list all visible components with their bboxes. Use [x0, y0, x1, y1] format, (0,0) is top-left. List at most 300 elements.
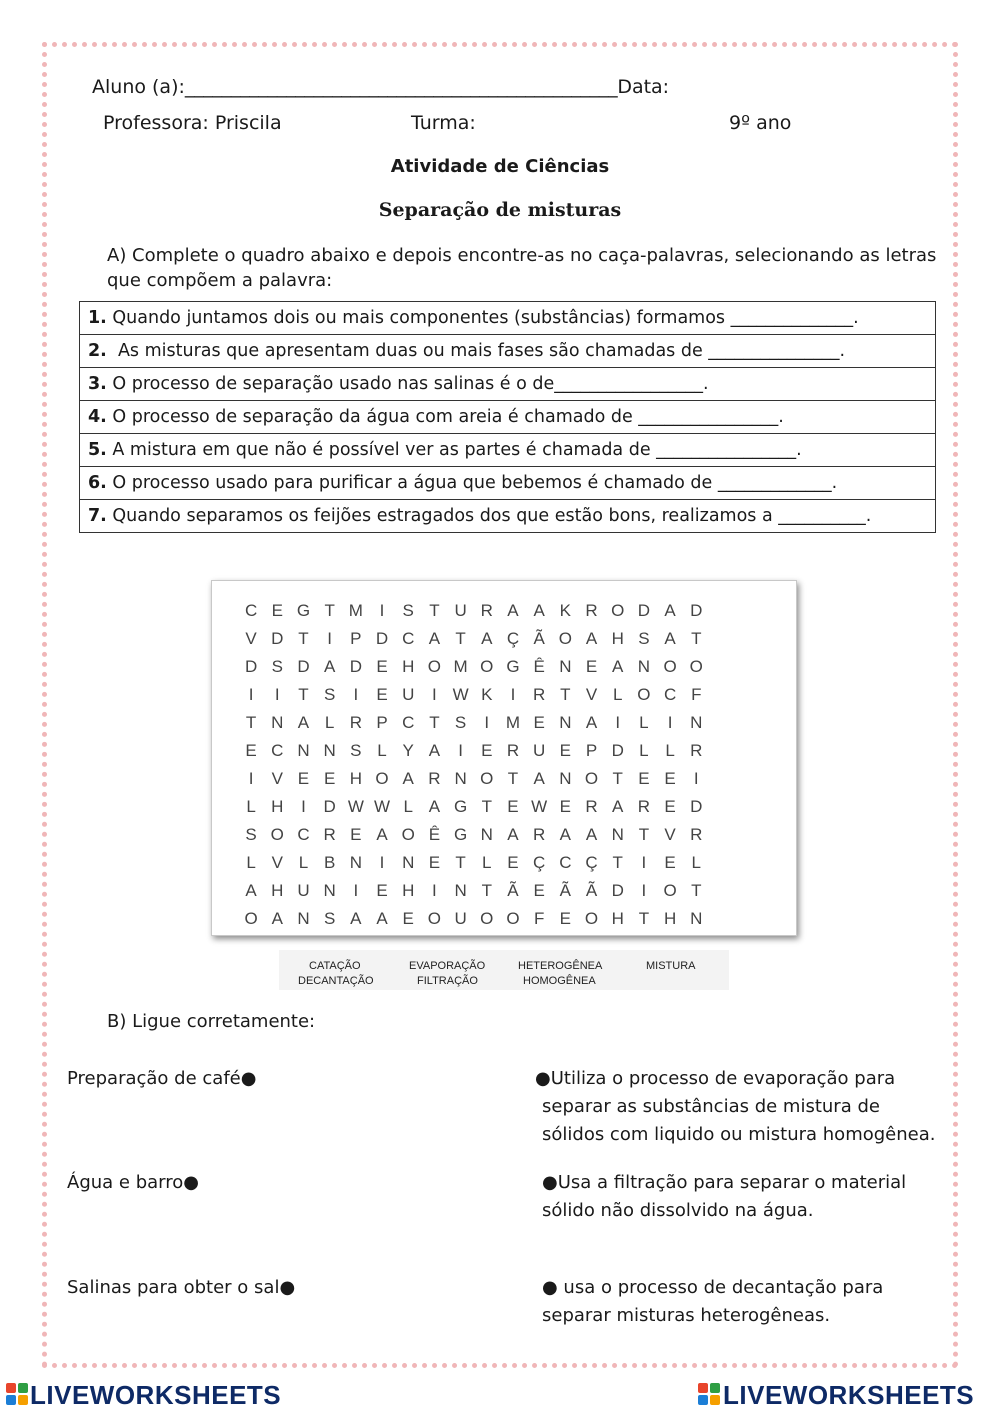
grid-row [238, 737, 709, 765]
grid-letter[interactable]: T [638, 825, 650, 844]
grid-letter[interactable]: H [402, 657, 415, 676]
grid-letter[interactable]: A [585, 713, 598, 732]
grid-letter[interactable]: O [584, 909, 599, 928]
grid-letter[interactable]: E [402, 909, 414, 928]
grid-letter[interactable]: V [245, 629, 257, 648]
question-text: O processo usado para purificar a água que bebemos é chamado de _____________. [106, 473, 838, 493]
word-list-item: FILTRAÇÃO [417, 975, 478, 987]
match-right-3-line1: ● usa o processo de decantação para [542, 1277, 884, 1298]
word-list-item: CATAÇÃO [309, 960, 361, 972]
grid-letter[interactable]: N [454, 769, 467, 788]
grid-letter[interactable]: F [533, 909, 545, 928]
grid-letter[interactable]: U [454, 601, 467, 620]
grid-letter[interactable]: A [481, 629, 493, 648]
grid-letter[interactable]: N [480, 825, 493, 844]
match-right-3-line2: separar misturas heterogêneas. [542, 1305, 831, 1326]
grid-letter[interactable]: H [271, 797, 284, 816]
grid-letter[interactable]: I [379, 601, 385, 620]
grid-letter[interactable]: U [402, 685, 415, 704]
grid-letter[interactable]: T [507, 769, 519, 788]
grid-letter[interactable]: T [298, 629, 309, 648]
grid-letter[interactable]: R [428, 769, 441, 788]
grid-letter[interactable]: R [690, 741, 703, 760]
grid-letter[interactable]: T [638, 909, 650, 928]
grid-letter[interactable]: G [453, 825, 468, 844]
grid-letter[interactable]: Ã [559, 881, 572, 900]
grid-letter[interactable]: N [323, 741, 336, 760]
grid-letter[interactable]: O [375, 769, 389, 788]
question-text: O processo de separação da água com areia é chamado de ________________. [106, 407, 784, 427]
grid-letter[interactable]: L [639, 713, 649, 732]
grid-letter[interactable]: N [297, 741, 310, 760]
match-right-2-line1: ●Usa a filtração para separar o material [542, 1172, 907, 1193]
grid-letter[interactable]: Y [402, 741, 414, 760]
grid-letter[interactable]: D [690, 797, 703, 816]
grid-letter[interactable]: L [403, 797, 413, 816]
grid-letter[interactable]: O [611, 601, 625, 620]
match-right-3[interactable] [542, 1274, 883, 1330]
question-number: 3. [88, 374, 107, 394]
grid-letter[interactable]: S [402, 601, 414, 620]
question-cell[interactable] [80, 368, 936, 401]
grid-letter[interactable]: B [323, 853, 336, 872]
grid-letter[interactable]: E [664, 853, 676, 872]
grid-letter[interactable]: D [349, 657, 362, 676]
grid-letter[interactable]: U [454, 909, 467, 928]
grid-letter[interactable]: N [559, 769, 572, 788]
questions-table [79, 301, 936, 533]
grid-letter[interactable]: A [376, 909, 388, 928]
grid-letter[interactable]: S [323, 685, 336, 704]
grid-letter[interactable]: E [559, 741, 572, 760]
grid-letter[interactable]: D [244, 657, 258, 676]
grid-letter[interactable]: H [271, 881, 284, 900]
grid-letter[interactable]: R [323, 825, 336, 844]
grid-letter[interactable]: A [533, 601, 545, 620]
question-row [80, 401, 936, 434]
aluno-field [92, 76, 669, 98]
question-row [80, 302, 936, 335]
grid-letter[interactable]: O [270, 825, 284, 844]
grid-letter[interactable]: D [271, 629, 284, 648]
grid-letter[interactable]: T [455, 629, 466, 648]
grid-letter[interactable]: N [559, 713, 572, 732]
grid-letter[interactable]: D [297, 657, 310, 676]
grid-letter[interactable]: E [507, 797, 519, 816]
grid-letter[interactable]: E [428, 853, 441, 872]
grid-letter[interactable]: M [348, 601, 363, 620]
grid-letter[interactable]: C [244, 601, 258, 620]
grid-letter[interactable]: O [558, 629, 572, 648]
grid-letter[interactable]: N [271, 713, 284, 732]
grid-letter[interactable]: R [690, 825, 703, 844]
question-number: 1. [88, 308, 107, 328]
grid-letter[interactable]: D [690, 601, 703, 620]
grid-letter[interactable]: E [533, 881, 545, 900]
word-list-item: MISTURA [646, 960, 696, 972]
grid-letter[interactable]: L [665, 741, 675, 760]
grid-letter[interactable]: R [506, 741, 520, 760]
grid-letter[interactable]: O [637, 685, 651, 704]
grid-letter[interactable]: O [663, 657, 677, 676]
footer-brand-left[interactable]: LIVEWORKSHEETS [30, 1380, 282, 1410]
question-cell[interactable] [80, 434, 936, 467]
grid-letter[interactable]: N [690, 909, 703, 928]
grid-letter[interactable]: N [323, 881, 336, 900]
grid-letter[interactable]: S [454, 713, 467, 732]
grid-letter[interactable]: T [481, 881, 492, 900]
grid-letter[interactable]: T [298, 685, 309, 704]
question-cell[interactable] [80, 401, 936, 434]
grid-letter[interactable]: Ç [533, 853, 546, 872]
grid-letter[interactable]: E [376, 657, 388, 676]
grid-letter[interactable]: M [505, 713, 521, 732]
grid-letter[interactable]: G [453, 797, 468, 816]
grid-letter[interactable]: O [480, 909, 494, 928]
grid-letter[interactable]: O [506, 909, 520, 928]
grid-letter[interactable]: I [641, 853, 647, 872]
grid-letter[interactable]: S [271, 657, 283, 676]
section-a-instruction [107, 243, 987, 293]
grid-letter[interactable]: E [323, 769, 336, 788]
grid-letter[interactable]: I [353, 685, 359, 704]
grid-row [238, 877, 709, 905]
grid-letter[interactable]: O [584, 769, 599, 788]
grid-letter[interactable]: I [693, 769, 699, 788]
match-right-1-line2: separar as substâncias de mistura de [542, 1096, 880, 1117]
grid-letter[interactable]: K [559, 601, 572, 620]
grid-letter[interactable]: A [271, 909, 283, 928]
match-right-2[interactable] [542, 1169, 906, 1225]
aluno-line[interactable]: _______________________________________________ [184, 76, 618, 98]
grid-letter[interactable]: N [559, 657, 572, 676]
grid-letter[interactable]: H [349, 769, 362, 788]
question-text: As misturas que apresentam duas ou mais fases são chamadas de _______________. [106, 341, 846, 361]
grid-letter[interactable]: R [480, 601, 493, 620]
grid-letter[interactable]: D [323, 797, 336, 816]
page-title: Atividade de Ciências [390, 156, 610, 177]
grid-letter[interactable]: O [689, 657, 703, 676]
question-text: Quando separamos os feijões estragados dos que estão bons, realizamos a __________. [106, 506, 872, 526]
grid-letter[interactable]: O [427, 657, 442, 676]
grid-row [238, 681, 709, 709]
grid-letter[interactable]: M [453, 657, 468, 676]
question-row [80, 335, 936, 368]
grid-row [238, 905, 709, 933]
grid-letter[interactable]: I [432, 685, 437, 704]
grid-letter[interactable]: C [297, 825, 310, 844]
grid-letter[interactable]: I [353, 881, 359, 900]
grid-letter[interactable]: E [559, 909, 572, 928]
grid-letter[interactable]: V [664, 825, 676, 844]
grid-letter[interactable]: E [585, 657, 598, 676]
grid-letter[interactable]: E [664, 769, 676, 788]
question-cell[interactable] [80, 335, 936, 368]
page-subtitle: Separação de misturas [378, 199, 622, 221]
question-row [80, 467, 936, 500]
grid-letter[interactable]: H [611, 909, 624, 928]
grid-letter[interactable]: A [585, 825, 598, 844]
grid-letter[interactable]: E [533, 713, 545, 732]
grid-letter[interactable]: T [612, 769, 623, 788]
grid-letter[interactable]: E [376, 881, 388, 900]
logo-square [710, 1395, 720, 1405]
grid-letter[interactable]: I [248, 685, 254, 704]
word-list-item: HETEROGÊNEA [518, 960, 603, 972]
word-list [279, 950, 729, 990]
grid-letter[interactable]: S [323, 909, 336, 928]
grid-letter[interactable]: W [347, 797, 364, 816]
grid-letter[interactable]: T [612, 853, 623, 872]
grid-letter[interactable]: D [375, 629, 389, 648]
grid-letter[interactable]: Ç [585, 853, 598, 872]
grid-letter[interactable]: R [637, 797, 651, 816]
grid-row [238, 625, 709, 653]
grid-letter[interactable]: I [458, 741, 463, 760]
ano-label: 9º ano [729, 112, 792, 134]
grid-letter[interactable]: Ã [585, 881, 598, 900]
grid-row [238, 653, 709, 681]
match-right-1[interactable] [535, 1065, 935, 1149]
grid-letter[interactable]: T [429, 601, 440, 620]
footer-brand-right[interactable]: LIVEWORKSHEETS [723, 1380, 975, 1410]
grid-letter[interactable]: I [615, 713, 621, 732]
grid-letter[interactable]: I [484, 713, 490, 732]
grid-letter[interactable]: L [246, 853, 256, 872]
liveworksheets-logo-icon [6, 1383, 28, 1405]
question-text: O processo de separação usado nas salinas é o de_________________. [106, 374, 709, 394]
grid-letter[interactable]: E [297, 769, 310, 788]
grid-letter[interactable]: F [691, 685, 702, 704]
grid-letter[interactable]: I [510, 685, 516, 704]
grid-letter[interactable]: V [271, 853, 283, 872]
grid-letter[interactable]: I [248, 769, 254, 788]
question-cell[interactable] [80, 467, 936, 500]
grid-row [238, 793, 709, 821]
grid-letter[interactable]: I [301, 797, 306, 816]
match-right-1-line3: sólidos com liquido ou mistura homogênea. [542, 1124, 936, 1145]
grid-letter[interactable]: P [585, 741, 598, 760]
grid-letter[interactable]: T [245, 713, 257, 732]
grid-letter[interactable]: R [585, 601, 598, 620]
grid-letter[interactable]: P [376, 713, 388, 732]
grid-letter[interactable]: G [296, 601, 311, 620]
grid-letter[interactable]: U [297, 881, 310, 900]
grid-letter[interactable]: C [402, 629, 415, 648]
grid-letter[interactable]: R [533, 685, 546, 704]
grid-letter[interactable]: I [667, 713, 673, 732]
grid-letter[interactable]: C [559, 853, 572, 872]
grid-letter[interactable]: L [691, 853, 702, 872]
grid-letter[interactable]: Ã [507, 881, 519, 900]
grid-letter[interactable]: E [376, 685, 388, 704]
grid-letter[interactable]: N [690, 713, 703, 732]
question-text: A mistura em que não é possível ver as partes é chamada de ________________. [106, 440, 802, 460]
word-list-item: EVAPORAÇÃO [409, 960, 486, 972]
grid-letter[interactable]: H [402, 881, 415, 900]
grid-letter[interactable]: S [350, 741, 362, 760]
grid-letter[interactable]: D [637, 601, 651, 620]
grid-letter[interactable]: E [245, 741, 257, 760]
grid-letter[interactable]: O [663, 881, 677, 900]
question-row [80, 434, 936, 467]
grid-letter[interactable]: N [611, 825, 624, 844]
professora-label: Professora: Priscila [103, 112, 282, 134]
grid-letter[interactable]: T [455, 853, 466, 872]
grid-letter[interactable]: I [432, 881, 437, 900]
grid-letter[interactable]: R [585, 797, 598, 816]
question-row [80, 368, 936, 401]
grid-letter[interactable]: A [297, 713, 310, 732]
match-right-1-line1: ●Utiliza o processo de evaporação para [535, 1068, 896, 1089]
grid-letter[interactable]: U [533, 741, 546, 760]
match-left-2[interactable]: Água e barro● [67, 1172, 199, 1193]
grid-letter[interactable]: A [428, 741, 441, 760]
grid-letter[interactable]: A [428, 797, 441, 816]
logo-square [6, 1383, 16, 1393]
question-row [80, 500, 936, 533]
grid-letter[interactable]: I [274, 685, 280, 704]
grid-letter[interactable]: W [452, 685, 469, 704]
grid-letter[interactable]: O [401, 825, 415, 844]
grid-letter[interactable]: A [245, 881, 257, 900]
grid-letter[interactable]: L [298, 853, 309, 872]
grid-letter[interactable]: V [585, 685, 598, 704]
grid-letter[interactable]: I [379, 853, 385, 872]
grid-letter[interactable]: A [402, 769, 414, 788]
grid-letter[interactable]: A [612, 797, 624, 816]
grid-letter[interactable]: I [327, 629, 333, 648]
grid-letter[interactable]: N [637, 657, 651, 676]
section-b-title: B) Ligue corretamente: [107, 1011, 316, 1032]
grid-letter[interactable]: Ç [506, 629, 520, 648]
grid-letter[interactable]: C [663, 685, 677, 704]
grid-letter[interactable]: A [428, 629, 441, 648]
grid-letter[interactable]: O [480, 657, 494, 676]
grid-letter[interactable]: W [374, 797, 391, 816]
grid-row [238, 849, 709, 877]
grid-letter[interactable]: O [244, 909, 258, 928]
grid-letter[interactable]: T [481, 797, 492, 816]
grid-letter[interactable]: L [246, 797, 256, 816]
word-list-item: DECANTAÇÃO [298, 975, 374, 987]
grid-letter[interactable]: A [533, 769, 545, 788]
grid-letter[interactable]: L [324, 713, 335, 732]
question-number: 2. [88, 341, 107, 361]
logo-square [6, 1395, 16, 1405]
grid-letter[interactable]: E [271, 601, 283, 620]
match-right-2-line2: sólido não dissolvido na água. [542, 1200, 814, 1221]
grid-letter[interactable]: O [427, 909, 442, 928]
grid-letter[interactable]: L [482, 853, 492, 872]
grid-letter[interactable]: Ã [533, 629, 545, 648]
grid-letter[interactable]: W [531, 797, 548, 816]
grid-letter[interactable]: R [533, 825, 546, 844]
question-number: 6. [88, 473, 107, 493]
grid-letter[interactable]: A [585, 629, 598, 648]
grid-letter[interactable]: T [691, 629, 702, 648]
grid-letter[interactable]: E [507, 853, 519, 872]
grid-letter[interactable]: A [612, 657, 624, 676]
grid-letter[interactable]: S [245, 825, 257, 844]
match-left-3[interactable]: Salinas para obter o sal● [67, 1277, 296, 1298]
grid-letter[interactable]: A [664, 601, 676, 620]
grid-row [238, 765, 709, 793]
grid-letter[interactable]: V [271, 769, 283, 788]
instruction-line-1: A) Complete o quadro abaixo e depois encontre-as no caça-palavras, selecionando as letras [107, 245, 937, 266]
grid-letter[interactable]: I [641, 881, 647, 900]
grid-letter[interactable]: A [664, 629, 676, 648]
grid-letter[interactable]: L [377, 741, 387, 760]
logo-square [710, 1383, 720, 1393]
match-left-1[interactable]: Preparação de café● [67, 1068, 257, 1089]
instruction-line-2: que compõem a palavra: [107, 270, 333, 291]
grid-letter[interactable]: O [480, 769, 494, 788]
aluno-label: Aluno (a): [92, 76, 185, 98]
grid-letter[interactable]: K [481, 685, 493, 704]
liveworksheets-logo-icon [698, 1383, 720, 1405]
data-label: Data: [617, 76, 670, 98]
grid-letter[interactable]: Ê [533, 657, 545, 676]
grid-letter[interactable]: L [639, 741, 649, 760]
grid-letter[interactable]: S [638, 629, 650, 648]
grid-letter[interactable]: A [350, 909, 362, 928]
grid-letter[interactable]: E [481, 741, 493, 760]
grid-letter[interactable]: D [611, 881, 624, 900]
grid-letter[interactable]: N [454, 881, 467, 900]
grid-letter[interactable]: C [402, 713, 415, 732]
grid-letter[interactable]: N [349, 853, 362, 872]
grid-letter[interactable]: E [638, 769, 650, 788]
grid-letter[interactable]: A [559, 825, 572, 844]
grid-letter[interactable]: T [560, 685, 571, 704]
word-list-item: HOMOGÊNEA [523, 975, 596, 987]
grid-letter[interactable]: A [507, 825, 519, 844]
grid-letter[interactable]: A [323, 657, 336, 676]
grid-letter[interactable]: N [402, 853, 415, 872]
question-cell[interactable] [80, 302, 936, 335]
grid-letter[interactable]: E [664, 797, 676, 816]
question-text: Quando juntamos dois ou mais componentes (substâncias) formamos ______________. [106, 308, 859, 328]
grid-letter[interactable]: E [350, 825, 362, 844]
grid-letter[interactable]: T [691, 881, 702, 900]
grid-letter[interactable]: T [429, 713, 440, 732]
question-number: 7. [88, 506, 107, 526]
grid-letter[interactable]: N [297, 909, 310, 928]
grid-letter[interactable]: A [507, 601, 519, 620]
grid-letter[interactable]: P [350, 629, 362, 648]
logo-square [18, 1395, 28, 1405]
grid-letter[interactable]: R [349, 713, 362, 732]
question-number: 4. [88, 407, 107, 427]
logo-square [698, 1383, 708, 1393]
grid-letter[interactable]: H [611, 629, 624, 648]
grid-letter[interactable]: D [611, 741, 624, 760]
question-cell[interactable] [80, 500, 936, 533]
grid-letter[interactable]: A [376, 825, 388, 844]
grid-letter[interactable]: C [271, 741, 284, 760]
grid-letter[interactable]: H [663, 909, 677, 928]
grid-letter[interactable]: E [559, 797, 572, 816]
grid-letter[interactable]: T [324, 601, 335, 620]
grid-row [238, 597, 709, 625]
grid-row [238, 709, 709, 737]
word-search-puzzle [211, 580, 797, 936]
word-search-grid [238, 597, 709, 933]
grid-letter[interactable]: G [506, 657, 520, 676]
grid-letter[interactable]: Ê [428, 825, 441, 844]
grid-letter[interactable]: L [612, 685, 623, 704]
